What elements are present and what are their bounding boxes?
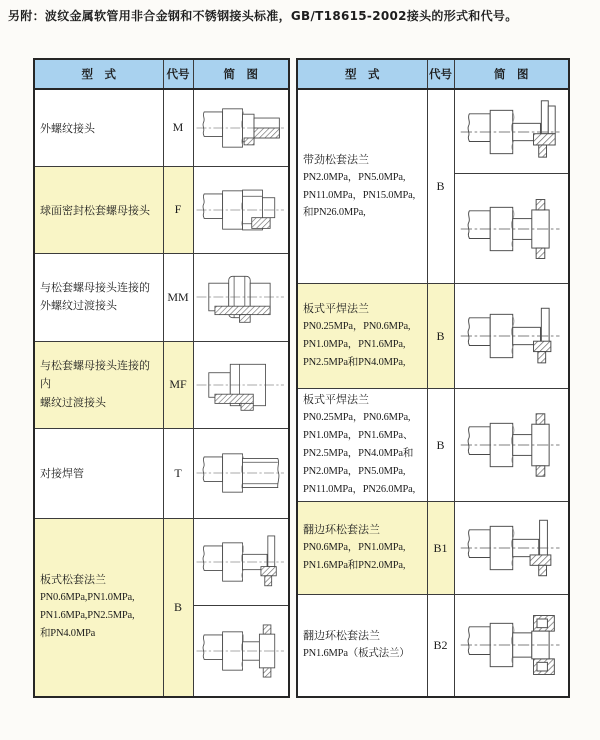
plate-loose-flange-diagram-b <box>195 613 287 689</box>
diagram-cell <box>193 428 289 518</box>
type-cell <box>297 595 427 697</box>
table-row <box>34 518 289 697</box>
code-cell: F <box>163 166 193 253</box>
type-line: PN1.6MPa,PN2.5MPa, <box>40 610 135 622</box>
right-header-row <box>297 59 569 89</box>
type-line: PN0.25MPa，PN0.6MPa, <box>303 412 411 424</box>
table-row <box>34 89 289 166</box>
type-cell <box>297 389 427 502</box>
type-line: 板式松套法兰 <box>40 573 106 587</box>
code-cell: B1 <box>427 502 454 595</box>
type-line: PN0.6MPa,PN1.0MPa, <box>40 592 135 604</box>
type-cell: 对接焊管 <box>34 428 163 518</box>
lapped-ring-plate-flange-diagram <box>459 603 563 687</box>
code-cell: B <box>427 89 454 284</box>
diagram-cell <box>454 284 569 389</box>
code-cell: M <box>163 89 193 166</box>
table-row <box>297 389 569 502</box>
type-line: PN2.0MPa，PN5.0MPa, <box>303 171 406 183</box>
code-cell: B2 <box>427 595 454 697</box>
type-line: PN1.0MPa，PN1.6MPa, <box>303 339 406 351</box>
table-row <box>34 166 289 253</box>
right-fitting-table <box>296 58 570 698</box>
type-line: 板式平焊法兰 <box>303 302 369 316</box>
left-fitting-table <box>33 58 290 698</box>
code-cell: MM <box>163 253 193 341</box>
neck-loose-flange-diagram-b <box>459 190 563 268</box>
table-row <box>297 595 569 697</box>
code-cell: B <box>427 284 454 389</box>
code-cell: B <box>427 389 454 502</box>
type-cell <box>297 89 427 284</box>
type-line: 带劲松套法兰 <box>303 152 369 166</box>
swivel-nut-fitting-diagram <box>195 175 287 245</box>
type-cell: 外螺纹接头 <box>34 89 163 166</box>
diagram-cell <box>193 253 289 341</box>
diagram-cell <box>193 518 289 697</box>
type-line: 与松套螺母接头连接的 <box>40 280 150 294</box>
table-row <box>297 284 569 389</box>
code-cell: T <box>163 428 193 518</box>
type-line: 和PN26.0MPa, <box>303 207 366 219</box>
type-line: 板式平焊法兰 <box>303 393 369 407</box>
male-thread-fitting-diagram <box>195 93 287 163</box>
type-cell: 球面密封松套螺母接头 <box>34 166 163 253</box>
diagram-cell <box>193 89 289 166</box>
table-row <box>34 341 289 428</box>
type-line: PN1.6MPa（板式法兰） <box>303 648 410 660</box>
diagram-cell <box>454 502 569 595</box>
diagram-cell <box>454 389 569 502</box>
type-line: PN11.0MPa，PN26.0MPa, <box>303 483 416 495</box>
table-row <box>34 253 289 341</box>
type-line: 螺纹过渡接头 <box>40 395 106 409</box>
type-cell <box>34 253 163 341</box>
type-line: PN11.0MPa，PN15.0MPa, <box>303 189 416 201</box>
type-line: PN2.0MPa，PN5.0MPa, <box>303 465 406 477</box>
plate-weld-flange-diagram <box>459 293 563 379</box>
type-line: PN2.5MPa和PN4.0MPa, <box>303 356 406 368</box>
type-line: PN0.25MPa，PN0.6MPa, <box>303 321 411 333</box>
right-col-header-code: 代号 <box>427 59 454 89</box>
left-col-header-code: 代号 <box>163 59 193 89</box>
plate-weld-flange-bolted-diagram <box>459 401 563 489</box>
type-line: 外螺纹过渡接头 <box>40 299 117 312</box>
type-line: PN2.5MPa，PN4.0MPa和 <box>303 448 414 460</box>
type-cell <box>34 518 163 697</box>
diagram-cell <box>193 166 289 253</box>
lapped-ring-loose-flange-diagram <box>459 508 563 588</box>
butt-weld-pipe-diagram <box>195 438 287 508</box>
diagram-cell <box>193 341 289 428</box>
code-cell: MF <box>163 341 193 428</box>
right-col-header-type: 型 式 <box>297 59 427 89</box>
type-line: 翻边环松套法兰 <box>303 629 380 643</box>
table-row <box>297 89 569 284</box>
type-line: 翻边环松套法兰 <box>303 523 380 537</box>
left-col-header-type: 型 式 <box>34 59 163 89</box>
type-line: PN0.6MPa，PN1.0MPa, <box>303 542 406 554</box>
table-row <box>297 502 569 595</box>
plate-loose-flange-diagram-a <box>195 525 287 599</box>
type-cell <box>297 284 427 389</box>
type-line: 与松套螺母接头连接的内 <box>40 359 150 391</box>
type-cell <box>34 341 163 428</box>
female-adapter-fitting-diagram <box>195 349 287 421</box>
neck-loose-flange-diagram-a <box>459 95 563 169</box>
left-col-header-diagram: 简 图 <box>193 59 289 89</box>
code-cell: B <box>163 518 193 697</box>
male-adapter-fitting-diagram <box>195 261 287 333</box>
page-title: 另附：波纹金属软管用非合金钢和不锈钢接头标准，GB/T18615-2002接头的形式和代号。 <box>8 9 518 23</box>
type-line: 和PN4.0MPa <box>40 627 96 639</box>
type-line: PN1.6MPa和PN2.0MPa, <box>303 560 406 572</box>
diagram-cell <box>454 595 569 697</box>
type-line: PN1.0MPa，PN1.6MPa、 <box>303 430 414 442</box>
left-header-row <box>34 59 289 89</box>
right-col-header-diagram: 简 图 <box>454 59 569 89</box>
type-cell <box>297 502 427 595</box>
table-row <box>34 428 289 518</box>
diagram-cell <box>454 89 569 284</box>
